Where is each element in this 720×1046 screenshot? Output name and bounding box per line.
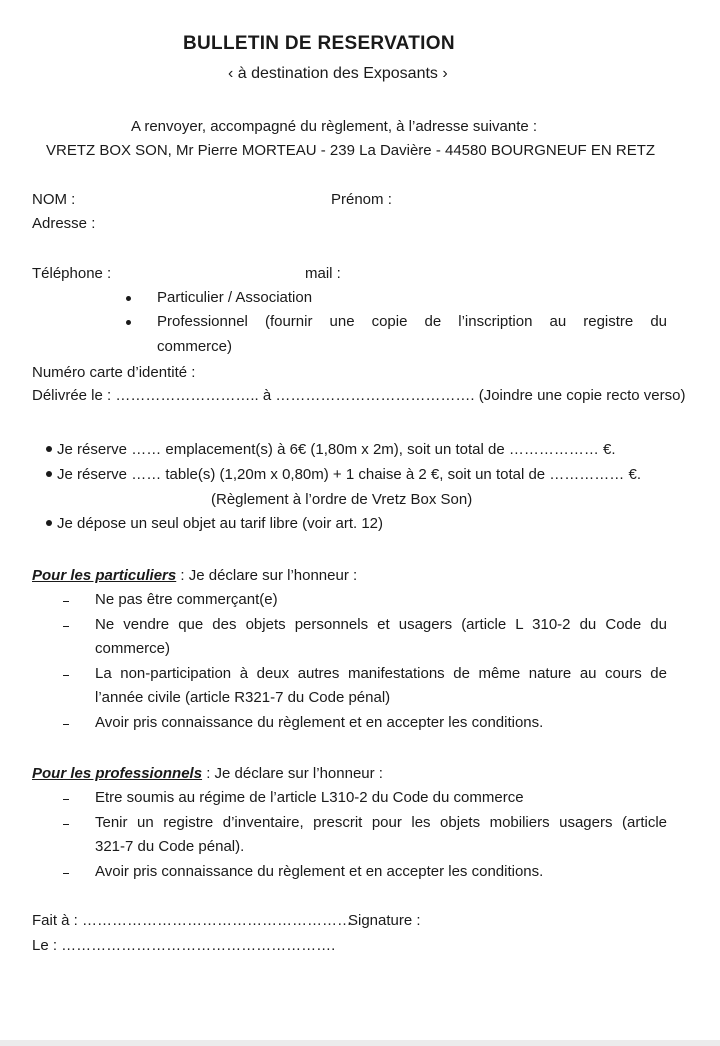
bullet-icon xyxy=(46,520,52,526)
page-subtitle: ‹ à destination des Exposants › xyxy=(228,65,448,82)
bullet-icon xyxy=(46,446,52,452)
reglement-note: (Règlement à l’ordre de Vretz Box Son) xyxy=(211,491,473,508)
address-line: VRETZ BOX SON, Mr Pierre MORTEAU - 239 La Davière - 44580 BOURGNEUF EN RETZ xyxy=(46,142,656,159)
dash-icon xyxy=(63,873,69,874)
professionnel-item: Avoir pris connaissance du règlement et en accepter les conditions. xyxy=(95,863,544,880)
fait-a-field: Fait à : ……………………………………………… xyxy=(32,912,353,929)
professionnels-declare: : Je déclare sur l’honneur : xyxy=(202,765,383,782)
professionnel-item-cont: 321-7 du Code pénal). xyxy=(95,838,245,855)
particulier-item: Ne vendre que des objets personnels et usagers (article L 310-2 du Code du xyxy=(95,616,667,633)
signature-label: Signature : xyxy=(348,912,421,929)
particulier-item-cont: l’année civile (article R321-7 du Code pénal) xyxy=(95,689,391,706)
depose-objet: Je dépose un seul objet au tarif libre (voir art. 12) xyxy=(57,515,384,532)
professionnel-item: Tenir un registre d’inventaire, prescrit pour les objets mobiliers usagers (article xyxy=(95,814,667,831)
dash-icon xyxy=(63,675,69,676)
carte-label: Numéro carte d’identité : xyxy=(32,364,196,381)
dash-icon xyxy=(63,626,69,627)
le-field: Le : ………………………………………………. xyxy=(32,937,336,954)
dash-icon xyxy=(63,724,69,725)
particulier-item: Ne pas être commerçant(e) xyxy=(95,591,278,608)
particuliers-declare: : Je déclare sur l’honneur : xyxy=(176,567,358,584)
page-title: BULLETIN DE RESERVATION xyxy=(183,33,455,54)
delivree-line: Délivrée le : ……………………….. à …………………………………. (Joindre une copie recto verso) xyxy=(32,387,686,404)
telephone-label: Téléphone : xyxy=(32,265,112,282)
particuliers-title: Pour les particuliers xyxy=(32,567,177,584)
reserve-table: Je réserve …… table(s) (1,20m x 0,80m) + 1 chaise à 2 €, soit un total de …………… €. xyxy=(57,466,641,483)
nom-label: NOM : xyxy=(32,191,76,208)
dash-icon xyxy=(63,799,69,800)
page-bottom-edge xyxy=(0,1040,720,1046)
bullet-icon xyxy=(46,471,52,477)
statut-particulier: Particulier / Association xyxy=(157,289,313,306)
bullet-icon xyxy=(126,296,131,301)
address-intro: A renvoyer, accompagné du règlement, à l’adresse suivante : xyxy=(131,118,538,135)
particuliers-heading xyxy=(32,566,357,586)
statut-professionnel-cont: commerce) xyxy=(157,338,233,355)
statut-professionnel: Professionnel (fournir une copie de l’inscription au registre du xyxy=(157,313,667,330)
dash-icon xyxy=(63,601,69,602)
dash-icon xyxy=(63,824,69,825)
professionnels-heading xyxy=(32,764,383,784)
particulier-item: Avoir pris connaissance du règlement et en accepter les conditions. xyxy=(95,714,544,731)
reserve-emplacement: Je réserve …… emplacement(s) à 6€ (1,80m x 2m), soit un total de ……………… €. xyxy=(57,441,616,458)
prenom-label: Prénom : xyxy=(331,191,392,208)
particulier-item: La non-participation à deux autres manifestations de même nature au cours de xyxy=(95,665,667,682)
mail-label: mail : xyxy=(305,265,341,282)
particulier-item-cont: commerce) xyxy=(95,640,171,657)
professionnels-title: Pour les professionnels xyxy=(32,765,203,782)
adresse-label: Adresse : xyxy=(32,215,96,232)
professionnel-item: Etre soumis au régime de l’article L310-2 du Code du commerce xyxy=(95,789,524,806)
bullet-icon xyxy=(126,320,131,325)
